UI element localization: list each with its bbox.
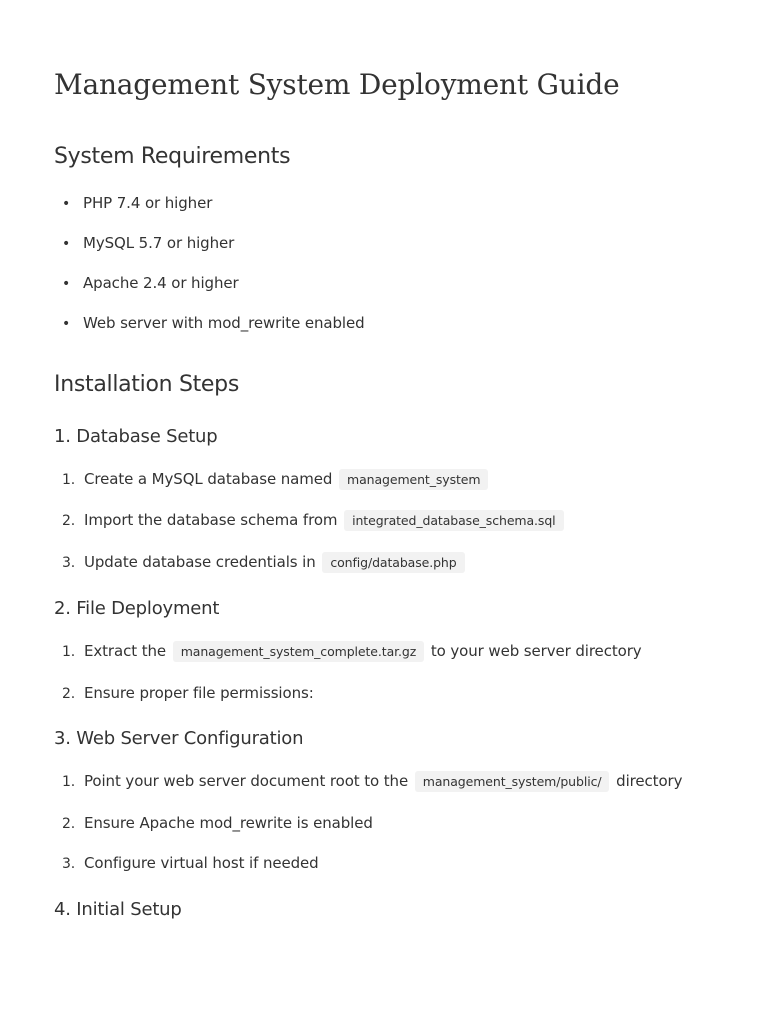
- list-item-text: Apache 2.4 or higher: [83, 274, 239, 292]
- list-item-text: Configure virtual host if needed: [84, 854, 319, 872]
- bullet-marker: •: [62, 196, 71, 212]
- list-item: [54, 509, 566, 532]
- number-marker: 2.: [62, 816, 76, 832]
- section-heading-installation: Installation Steps: [54, 372, 239, 397]
- list-item: [54, 812, 373, 835]
- code-snippet: config/database.php: [322, 552, 464, 573]
- bullet-marker: •: [62, 236, 71, 252]
- page-title: Management System Deployment Guide: [54, 68, 620, 101]
- code-snippet: management_system/public/: [415, 771, 610, 792]
- list-item-text: Ensure proper file permissions:: [84, 684, 314, 702]
- code-snippet: integrated_database_schema.sql: [344, 510, 563, 531]
- list-item-text: Point your web server document root to the: [84, 772, 409, 790]
- list-item-text: Ensure Apache mod_rewrite is enabled: [84, 814, 373, 832]
- code-snippet: management_system: [339, 469, 488, 490]
- list-item-text: Import the database schema from: [84, 511, 338, 529]
- list-item: [54, 192, 212, 215]
- list-item-text: MySQL 5.7 or higher: [83, 234, 235, 252]
- list-item: [54, 640, 642, 663]
- number-marker: 3.: [62, 555, 76, 571]
- list-item-text: Create a MySQL database named: [84, 470, 333, 488]
- subsection-heading-database: 1. Database Setup: [54, 426, 218, 447]
- bullet-marker: •: [62, 316, 71, 332]
- list-item: [54, 272, 239, 295]
- number-marker: 3.: [62, 856, 76, 872]
- list-item-text: Web server with mod_rewrite enabled: [83, 314, 365, 332]
- list-item-text: to your web server directory: [430, 642, 642, 660]
- list-item: [54, 551, 467, 574]
- code-snippet: management_system_complete.tar.gz: [173, 641, 425, 662]
- subsection-heading-files: 2. File Deployment: [54, 598, 220, 619]
- subsection-heading-initial: 4. Initial Setup: [54, 899, 182, 920]
- subsection-heading-webserver: 3. Web Server Configuration: [54, 728, 304, 749]
- list-item-text: PHP 7.4 or higher: [83, 194, 213, 212]
- list-item: [54, 770, 682, 793]
- list-item-text: Update database credentials in: [84, 553, 316, 571]
- number-marker: 2.: [62, 686, 76, 702]
- list-item: [54, 312, 365, 335]
- number-marker: 1.: [62, 472, 76, 488]
- number-marker: 1.: [62, 774, 76, 790]
- bullet-marker: •: [62, 276, 71, 292]
- list-item: [54, 852, 319, 875]
- list-item: [54, 468, 490, 491]
- list-item-text: Extract the: [84, 642, 167, 660]
- list-item: [54, 232, 234, 255]
- number-marker: 2.: [62, 513, 76, 529]
- section-heading-requirements: System Requirements: [54, 144, 291, 169]
- list-item-text: directory: [616, 772, 683, 790]
- number-marker: 1.: [62, 644, 76, 660]
- list-item: [54, 682, 314, 705]
